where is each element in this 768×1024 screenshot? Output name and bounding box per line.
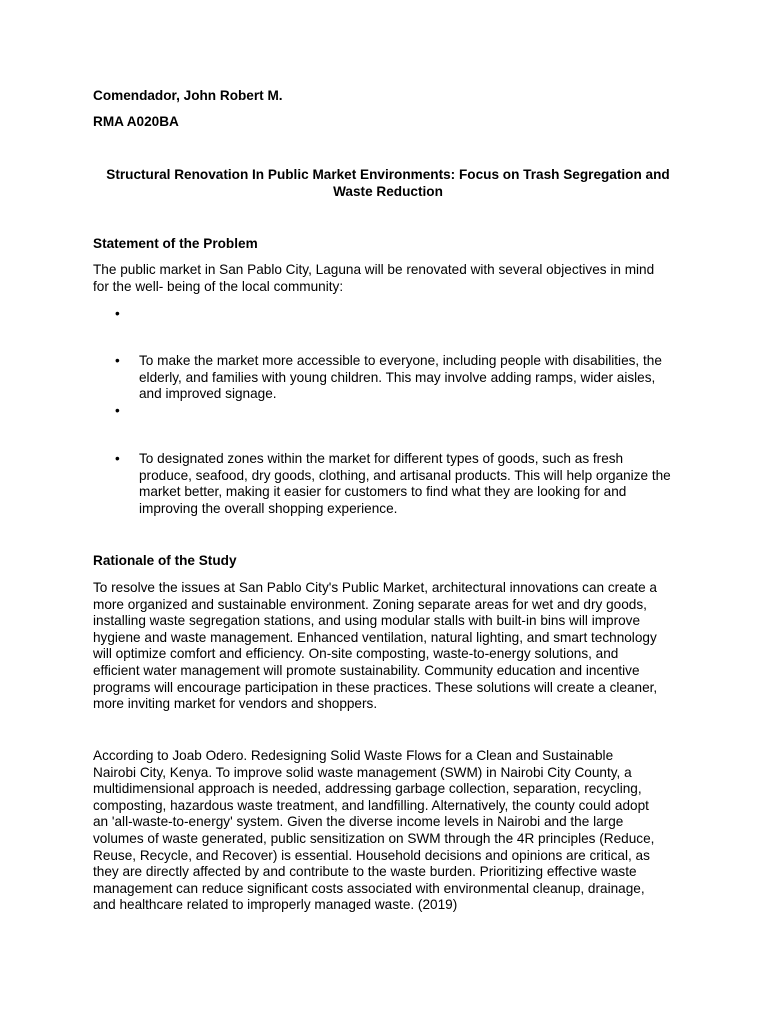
statement-intro: The public market in San Pablo City, Laguna will be renovated with several objectives in mind for the well- being of the local community: [93, 262, 655, 294]
bullet-text: To make the market more accessible to everyone, including people with disabilities, the elderly, and families with young children. This may involve adding ramps, wider aisles, and improved signage. [139, 353, 662, 402]
bullet-icon: • [115, 353, 120, 368]
rationale-paragraph-2: According to Joab Odero. Redesigning Solid Waste Flows for a Clean and Sustainable Nairobi City, Kenya. To improve solid waste management (SWM) in Nairobi City County, a multidimensional approach is needed, addressing garbage collection, separation, recycling, composting, hazardous waste treatment, and landfilling. Alternatively, the county could adopt an 'all-waste-to-energy' system. Given the diverse income levels in Nairobi and the large volumes of waste generated, public sensitization on SWM through the 4R principles (Reduce, Reuse, Recycle, and Recover) is essential. Household decisions and opinions are critical, as they are directly affected by and contribute to the waste burden. Prioritizing effective waste management can reduce significant costs associated with environmental cleanup, drainage, and healthcare related to improperly managed waste. (2019) [93, 748, 655, 913]
bullet-icon: • [115, 403, 120, 418]
bullet-icon: • [115, 451, 120, 466]
bullet-icon: • [115, 306, 120, 321]
course-code: RMA A020BA [93, 114, 179, 129]
rationale-paragraph-1: To resolve the issues at San Pablo City's Public Market, architectural innovations can create a more organized and sustainable environment. Zoning separate areas for wet and dry goods, installing waste segregation stations, and using modular stalls with built-in bins will improve hygiene and waste management. Enhanced ventilation, natural lighting, and smart technology will optimize comfort and efficiency. On-site composting, waste-to-energy solutions, and efficient water management will promote sustainability. Community education and incentive programs will encourage participation in these practices. These solutions will create a cleaner, more inviting market for vendors and shoppers. [93, 580, 658, 712]
bullet-text: To designated zones within the market for different types of goods, such as fresh produce, seafood, dry goods, clothing, and artisanal products. This will help organize the market better, making it easier for customers to find what they are looking for and improving the overall shopping experience. [139, 451, 671, 516]
rationale-heading: Rationale of the Study [93, 553, 237, 568]
statement-heading: Statement of the Problem [93, 236, 258, 251]
document-title: Structural Renovation In Public Market Environments: Focus on Trash Segregation and Waste Reduction [106, 167, 670, 199]
author-name: Comendador, John Robert M. [93, 88, 283, 103]
